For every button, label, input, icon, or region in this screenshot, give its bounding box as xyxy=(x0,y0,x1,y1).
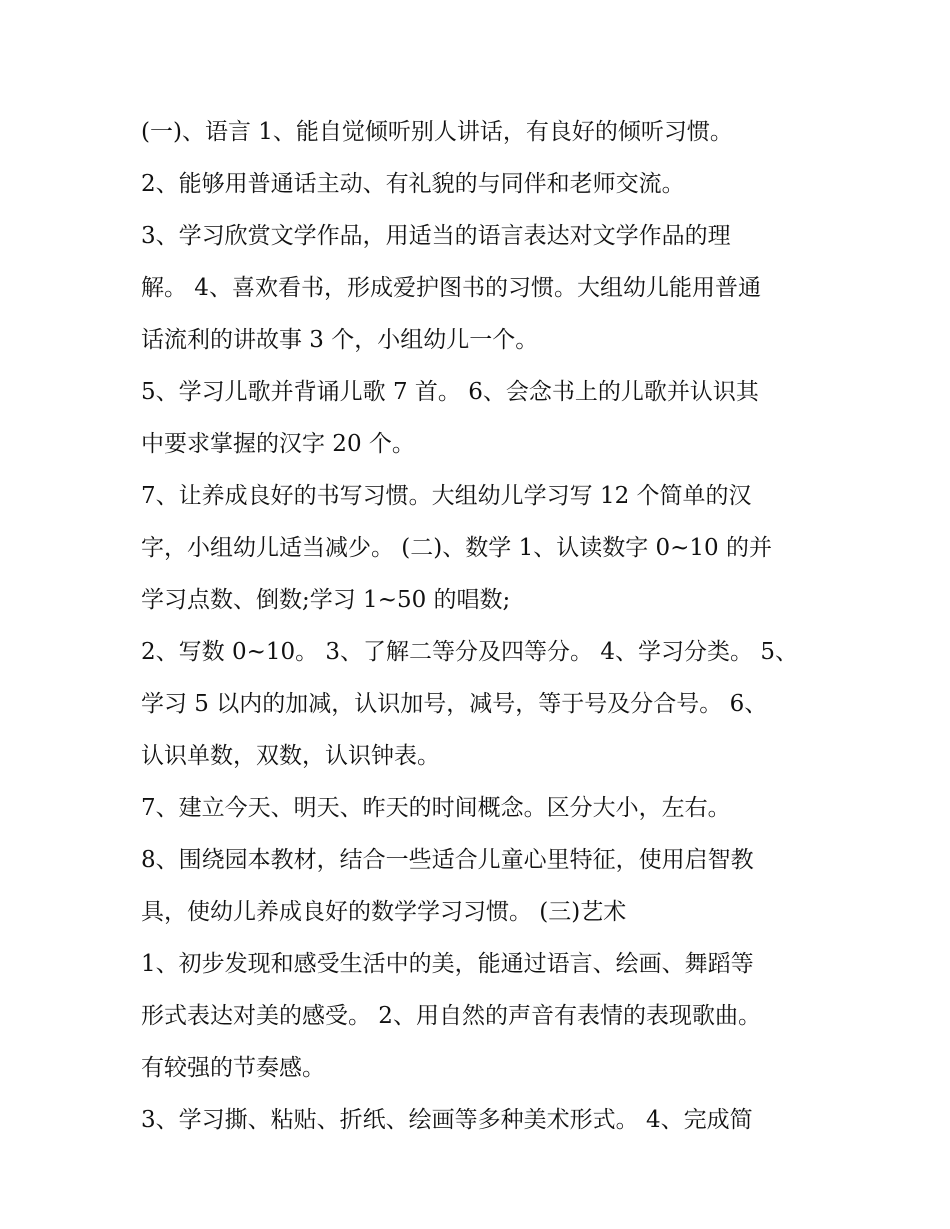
text-line-11: 2、写数 0~10。 3、了解二等分及四等分。 4、学习分类。 5、 xyxy=(141,639,798,665)
text-line-8: 7、让养成良好的书写习惯。大组幼儿学习写 12 个简单的汉 xyxy=(141,483,752,509)
text-line-13: 认识单数，双数，认识钟表。 xyxy=(141,743,440,769)
text-line-5: 话流利的讲故事 3 个，小组幼儿一个。 xyxy=(141,327,539,353)
text-line-18: 形式表达对美的感受。 2、用自然的声音有表情的表现歌曲。 xyxy=(141,1003,761,1029)
text-line-2: 2、能够用普通话主动、有礼貌的与同伴和老师交流。 xyxy=(141,171,685,197)
text-line-14: 7、建立今天、明天、昨天的时间概念。区分大小，左右。 xyxy=(141,795,731,821)
text-line-9: 字，小组幼儿适当减少。 (二)、数学 1、认读数字 0~10 的并 xyxy=(141,535,772,561)
text-line-1: (一)、语言 1、能自觉倾听别人讲话，有良好的倾听习惯。 xyxy=(141,119,733,145)
text-line-7: 中要求掌握的汉字 20 个。 xyxy=(141,431,415,457)
text-line-6: 5、学习儿歌并背诵儿歌 7 首。 6、会念书上的儿歌并认识其 xyxy=(141,379,759,405)
text-line-4: 解。 4、喜欢看书，形成爱护图书的习惯。大组幼儿能用普通 xyxy=(141,275,761,301)
text-line-16: 具，使幼儿养成良好的数学学习习惯。 (三)艺术 xyxy=(141,899,627,925)
text-line-3: 3、学习欣赏文学作品，用适当的语言表达对文学作品的理 xyxy=(141,223,731,249)
document-body xyxy=(141,106,831,1146)
text-line-19: 有较强的节奏感。 xyxy=(141,1055,325,1081)
text-line-10: 学习点数、倒数;学习 1~50 的唱数; xyxy=(141,587,511,613)
text-line-20: 3、学习撕、粘贴、折纸、绘画等多种美术形式。 4、完成简 xyxy=(141,1107,753,1133)
text-line-15: 8、围绕园本教材，结合一些适合儿童心里特征，使用启智教 xyxy=(141,847,754,873)
text-line-12: 学习 5 以内的加减，认识加号，减号，等于号及分合号。 6、 xyxy=(141,691,768,717)
text-line-17: 1、初步发现和感受生活中的美，能通过语言、绘画、舞蹈等 xyxy=(141,951,754,977)
